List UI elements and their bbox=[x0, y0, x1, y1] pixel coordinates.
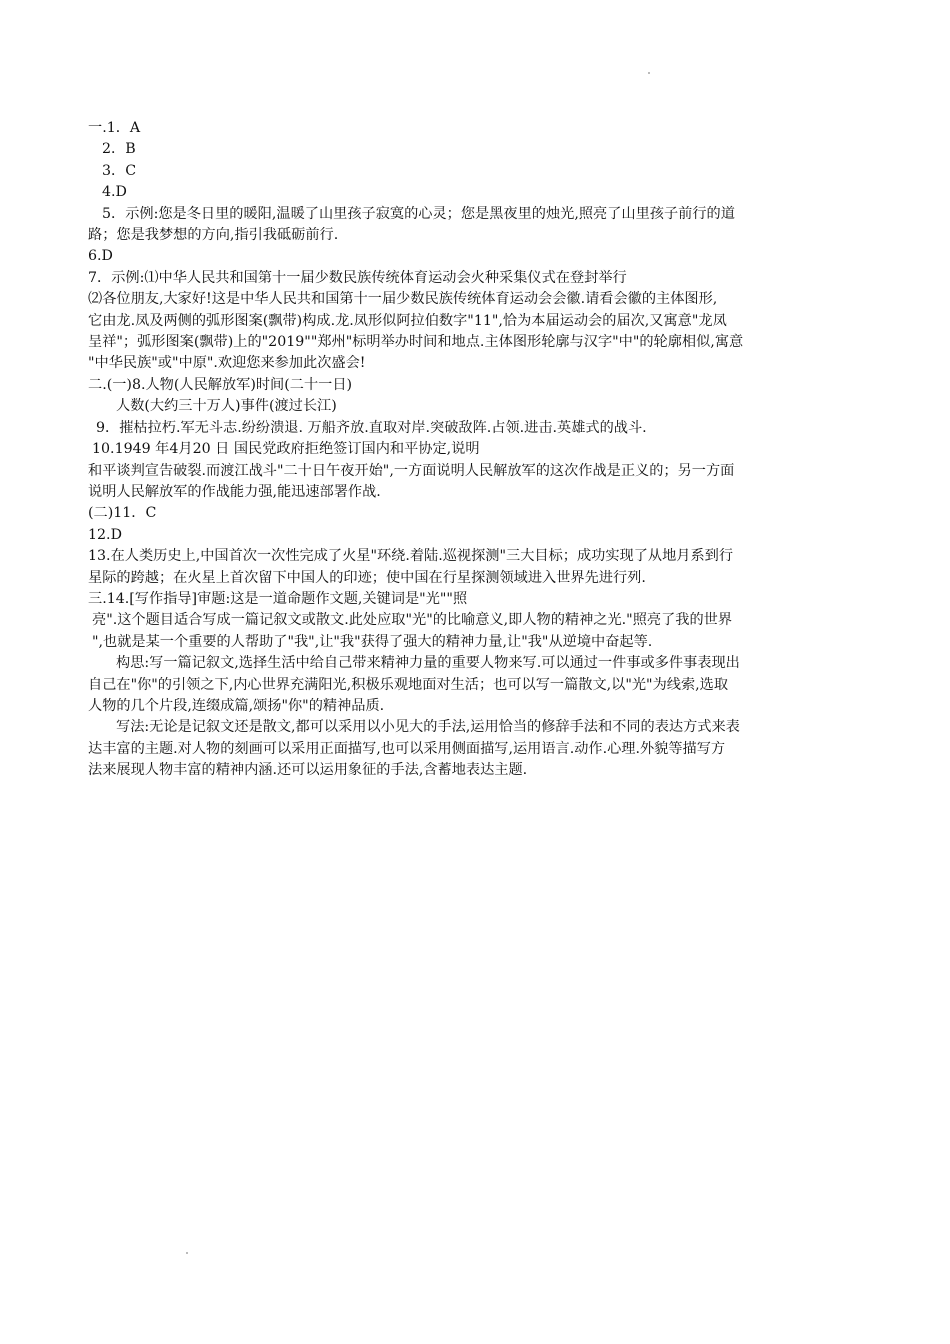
answer-q5-line2: 路；您是我梦想的方向,指引我砥砺前行. bbox=[88, 227, 339, 244]
answer-q7-part2-line3: 呈祥"；弧形图案(飘带)上的"2019""郑州"标明举办时间和地点.主体图形轮廓与汉字"中"的轮廓相似,寓意 bbox=[88, 334, 744, 351]
answer-q14-outline-line2: 自己在"你"的引领之下,内心世界充满阳光,积极乐观地面对生活；也可以写一篇散文,以"光"为线索,选取 bbox=[88, 676, 729, 693]
answer-q13-line2: 星际的跨越；在火星上首次留下中国人的印迹；使中国在行星探测领域进入世界先进行列. bbox=[88, 569, 646, 586]
answer-q14-outline-line1: 构思:写一篇记叙文,选择生活中给自己带来精神力量的重要人物来写.可以通过一件事或多件事表现出 bbox=[116, 655, 740, 672]
answer-q6: 6.D bbox=[88, 248, 113, 265]
section-one-q1: 一.1．A bbox=[88, 120, 141, 136]
answer-q9: 9．摧枯拉朽.军无斗志.纷纷溃退. 万船齐放.直取对岸.突破敌阵.占领.进击.英雄式的战斗. bbox=[96, 419, 647, 436]
answer-key-document bbox=[88, 118, 864, 782]
answer-q7-part1: 7．示例:⑴中华人民共和国第十一届少数民族传统体育运动会火种采集仪式在登封举行 bbox=[88, 269, 627, 286]
answer-q14-method-line1: 写法:无论是记叙文还是散文,都可以采用以小见大的手法,运用恰当的修辞手法和不同的表达方式来表 bbox=[116, 719, 740, 736]
answer-q14-method-line3: 法来展现人物丰富的精神内涵.还可以运用象征的手法,含蓄地表达主题. bbox=[88, 762, 528, 779]
answer-q7-part2-line4: "中华民族"或"中原".欢迎您来参加此次盛会! bbox=[88, 355, 366, 372]
answer-q2: 2．B bbox=[102, 141, 136, 158]
answer-q4: 4.D bbox=[102, 184, 127, 201]
answer-q10-line1: 10.1949 年4月20 日 国民党政府拒绝签订国内和平协定,说明 bbox=[92, 441, 480, 458]
answer-q13-line1: 13.在人类历史上,中国首次一次性完成了火星"环绕.着陆.巡视探测"三大目标；成功实现了从地月系到行 bbox=[88, 548, 734, 565]
answer-q5-line1: 5．示例:您是冬日里的暖阳,温暖了山里孩子寂寞的心灵；您是黑夜里的烛光,照亮了山里孩子前行的道 bbox=[102, 205, 735, 222]
answer-q7-part2-line2: 它由龙.凤及两侧的弧形图案(飘带)构成.龙.凤形似阿拉伯数字"11",恰为本届运动会的届次,又寓意"龙凤 bbox=[88, 312, 727, 329]
answer-q10-line3: 说明人民解放军的作战能力强,能迅速部署作战. bbox=[88, 483, 381, 500]
section-two-q8-line1: 二.(一)8.人物(人民解放军)时间(二十一日) bbox=[88, 376, 353, 393]
answer-q14-outline-line3: 人物的几个片段,连缀成篇,颂扬"你"的精神品质. bbox=[88, 697, 385, 714]
answer-q14-line3: ",也就是某一个重要的人帮助了"我",让"我"获得了强大的精神力量,让"我"从逆境中奋起等. bbox=[92, 633, 653, 650]
answer-q10-line2: 和平谈判宣告破裂.而渡江战斗"二十日午夜开始",一方面说明人民解放军的这次作战是正义的；另一方面 bbox=[88, 462, 735, 479]
answer-q7-part2-line1: ⑵各位朋友,大家好!这是中华人民共和国第十一届少数民族传统体育运动会会徽.请看会徽的主体图形, bbox=[88, 291, 718, 308]
answer-q8-line2: 人数(大约三十万人)事件(渡过长江) bbox=[116, 398, 337, 415]
answer-q12: 12.D bbox=[88, 526, 122, 543]
section-three-q14-line1: 三.14.[写作指导]审题:这是一道命题作文题,关键词是"光""照 bbox=[88, 590, 468, 607]
answer-q3: 3．C bbox=[102, 162, 137, 179]
answer-q11: (二)11．C bbox=[88, 505, 157, 522]
answer-q14-line2: 亮".这个题目适合写成一篇记叙文或散文.此处应取"光"的比喻意义,即人物的精神之光."照亮了我的世界 bbox=[92, 612, 733, 629]
scan-dot-bottom bbox=[186, 1252, 188, 1254]
answer-q14-method-line2: 达丰富的主题.对人物的刻画可以采用正面描写,也可以采用侧面描写,运用语言.动作.心理.外貌等描写方 bbox=[88, 740, 726, 757]
scan-dot-top bbox=[648, 72, 650, 74]
